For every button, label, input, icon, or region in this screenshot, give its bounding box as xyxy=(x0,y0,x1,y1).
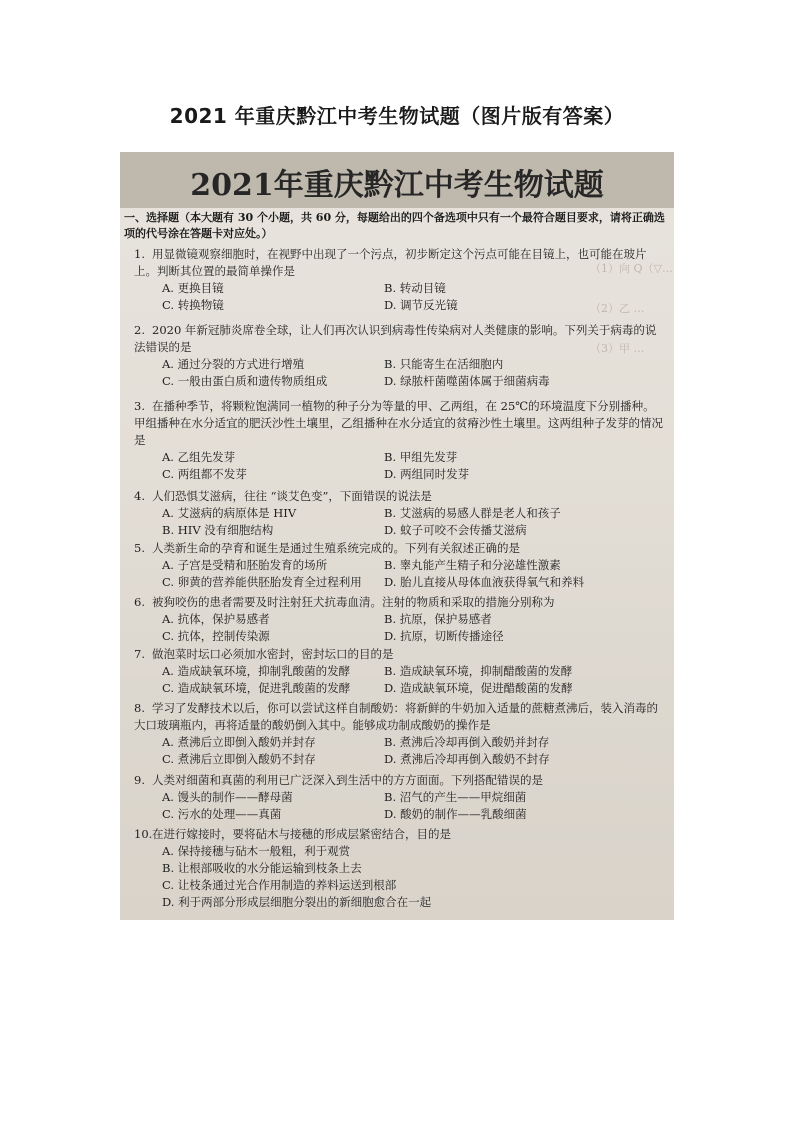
bleed-through-mark: （2）乙 … xyxy=(590,302,645,315)
exam-paper-photo xyxy=(120,152,674,920)
question-8 xyxy=(134,700,664,768)
option-c: B. HIV 没有细胞结构 xyxy=(162,523,274,537)
question-number: 4. xyxy=(134,489,145,503)
question-6 xyxy=(134,594,664,645)
option-c: C. 卵黄的营养能供胚胎发育全过程利用 xyxy=(162,575,362,589)
option-d: D. 调节反光镜 xyxy=(384,298,458,312)
section-heading: 一、选择题（本大题有 30 个小题，共 60 分，每题给出的四个备选项中只有一个最符合题目要求，请将正确选项的代号涂在答题卡对应处。） xyxy=(124,211,665,240)
page-title: 2021 年重庆黔江中考生物试题（图片版有答案） xyxy=(169,104,625,128)
question-9 xyxy=(134,772,664,823)
question-stem: 做泡菜时坛口必须加水密封，密封坛口的目的是 xyxy=(152,647,394,661)
option-a: A. 艾滋病的病原体是 HIV xyxy=(162,506,297,520)
option-c: C. 两组都不发芽 xyxy=(162,467,247,481)
bleed-through-mark: （1）向 Q（▽… xyxy=(590,262,673,275)
option-b: B. 让根部吸收的水分能运输到枝条上去 xyxy=(162,861,362,875)
question-10 xyxy=(134,826,664,911)
question-stem: 人们恐惧艾滋病，往往 “谈艾色变”，下面错误的说法是 xyxy=(152,489,432,503)
option-a: A. 更换目镜 xyxy=(162,281,224,295)
question-stem: 学习了发酵技术以后，你可以尝试这样自制酸奶：将新鲜的牛奶加入适量的蔗糖煮沸后，装入消毒的大口玻璃瓶内，再将适量的酸奶倒入其中。能够成功制成酸奶的操作是 xyxy=(134,701,658,732)
question-number: 1. xyxy=(134,247,145,261)
option-b: B. 沼气的产生——甲烷细菌 xyxy=(384,790,527,804)
question-stem: 人类新生命的孕育和诞生是通过生殖系统完成的。下列有关叙述正确的是 xyxy=(152,541,520,555)
question-number: 5. xyxy=(134,541,145,555)
option-b: B. 只能寄生在活细胞内 xyxy=(384,357,504,371)
question-number: 7. xyxy=(134,647,145,661)
option-a: A. 煮沸后立即倒入酸奶并封存 xyxy=(162,735,316,749)
question-stem: 被狗咬伤的患者需要及时注射狂犬抗毒血清。注射的物质和采取的措施分别称为 xyxy=(152,595,555,609)
question-stem: 人类对细菌和真菌的利用已广泛深入到生活中的方方面面。下列搭配错误的是 xyxy=(152,773,543,787)
question-number: 6. xyxy=(134,595,145,609)
question-3 xyxy=(134,398,664,483)
option-a: A. 保持接穗与砧木一般粗，利于观赏 xyxy=(162,844,351,858)
option-d: D. 酸奶的制作——乳酸细菌 xyxy=(384,807,527,821)
option-d: D. 胎儿直接从母体血液获得氧气和养料 xyxy=(384,575,585,589)
option-a: A. 造成缺氧环境，抑制乳酸菌的发酵 xyxy=(162,664,351,678)
question-4 xyxy=(134,488,664,539)
question-number: 8. xyxy=(134,701,145,715)
option-b: B. 转动目镜 xyxy=(384,281,446,295)
option-d: D. 蚊子可咬不会传播艾滋病 xyxy=(384,523,527,537)
question-stem: 用显微镜观察细胞时，在视野中出现了一个污点，初步断定这个污点可能在目镜上，也可能在玻片上。判断其位置的最简单操作是 xyxy=(134,247,647,278)
option-a: A. 通过分裂的方式进行增殖 xyxy=(162,357,305,371)
question-stem: 2020 年新冠肺炎席卷全球，让人们再次认识到病毒性传染病对人类健康的影响。下列关于病毒的说法错误的是 xyxy=(134,323,657,354)
option-a: A. 抗体，保护易感者 xyxy=(162,612,270,626)
option-d: D. 煮沸后冷却再倒入酸奶不封存 xyxy=(384,752,550,766)
option-a: A. 馒头的制作——酵母菌 xyxy=(162,790,293,804)
question-7 xyxy=(134,646,664,697)
question-stem: 在进行嫁接时，要将砧木与接穗的形成层紧密结合，目的是 xyxy=(152,827,451,841)
option-b: B. 甲组先发芽 xyxy=(384,450,458,464)
option-b: B. 造成缺氧环境，抑制醋酸菌的发酵 xyxy=(384,664,573,678)
option-c: C. 造成缺氧环境，促进乳酸菌的发酵 xyxy=(162,681,351,695)
option-a: A. 乙组先发芽 xyxy=(162,450,236,464)
option-d: D. 利于两部分形成层细胞分裂出的新细胞愈合在一起 xyxy=(162,895,432,909)
option-c: C. 转换物镜 xyxy=(162,298,224,312)
option-c: C. 一般由蛋白质和遗传物质组成 xyxy=(162,374,328,388)
option-c: C. 污水的处理——真菌 xyxy=(162,807,282,821)
option-d: D. 绿脓杆菌噬菌体属于细菌病毒 xyxy=(384,374,550,388)
question-number: 9. xyxy=(134,773,145,787)
question-2 xyxy=(134,322,664,390)
option-d: D. 造成缺氧环境，促进醋酸菌的发酵 xyxy=(384,681,573,695)
question-stem: 在播种季节，将颗粒饱满同一植物的种子分为等量的甲、乙两组，在 25℃的环境温度下分别播种。甲组播种在水分适宜的肥沃沙性土壤里，乙组播种在水分适宜的贫瘠沙性土壤里。这两组种子发芽的情况是 xyxy=(134,399,663,447)
option-d: D. 抗原，切断传播途径 xyxy=(384,629,504,643)
bleed-through-mark: （3）甲 … xyxy=(590,342,645,355)
question-1 xyxy=(134,246,664,314)
option-b: B. 艾滋病的易感人群是老人和孩子 xyxy=(384,506,561,520)
option-b: B. 抗原，保护易感者 xyxy=(384,612,492,626)
question-5 xyxy=(134,540,664,591)
option-b: B. 煮沸后冷却再倒入酸奶并封存 xyxy=(384,735,550,749)
option-a: A. 子宫是受精和胚胎发育的场所 xyxy=(162,558,328,572)
question-number: 10. xyxy=(134,827,153,841)
question-number: 3. xyxy=(134,399,145,413)
option-b: B. 睾丸能产生精子和分泌雄性激素 xyxy=(384,558,561,572)
option-c: C. 让枝条通过光合作用制造的养料运送到根部 xyxy=(162,878,397,892)
option-c: C. 抗体，控制传染源 xyxy=(162,629,270,643)
question-number: 2. xyxy=(134,323,145,337)
option-c: C. 煮沸后立即倒入酸奶不封存 xyxy=(162,752,316,766)
exam-title: 2021年重庆黔江中考生物试题 xyxy=(190,168,604,203)
option-d: D. 两组同时发芽 xyxy=(384,467,470,481)
